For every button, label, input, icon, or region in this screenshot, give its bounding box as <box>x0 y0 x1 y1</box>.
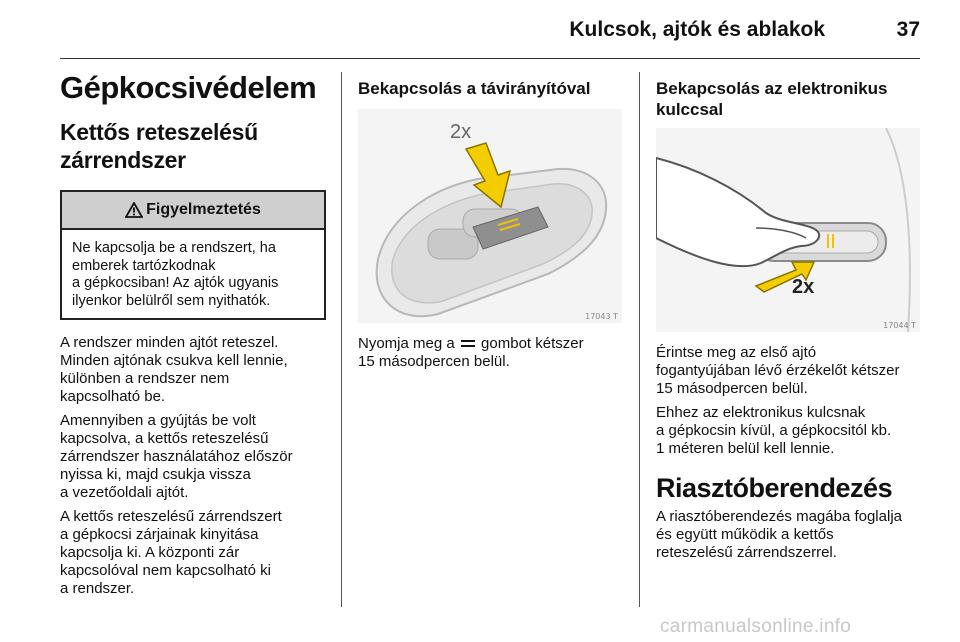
warning-line: Ne kapcsolja be a rendszert, ha <box>72 240 276 256</box>
paragraph: Érintse meg az első ajtó fogantyújában lévő érzékelőt kétszer 15 másodpercen belül. <box>656 344 900 397</box>
paragraph: Amennyiben a gyújtás be volt kapcsolva, a kettős reteszelésű zárrendszer használatához először nyissa ki, majd csukja vissza a vezetőoldali ajtót. <box>60 412 293 501</box>
section-heading: Bekapcsolás a távirányítóval <box>358 79 591 98</box>
warning-header <box>62 192 324 230</box>
site-watermark: carmanualsonline.info <box>660 616 852 637</box>
paragraph: A kettős reteszelésű zárrendszert a gépkocsi zárjainak kinyitása kapcsolja ki. A központi zár kapcsolóval nem kapcsolható ki a rendszer. <box>60 508 282 597</box>
paragraph: A rendszer minden ajtót reteszel. Minden ajtónak csukva kell lennie, különben a rendszer nem kapcsolható be. <box>60 334 288 405</box>
warning-line: emberek tartózkodnak <box>72 257 216 274</box>
column-left <box>60 70 326 604</box>
key-fob-drawing <box>358 109 622 323</box>
warning-line: a gépkocsiban! Az ajtók ugyanis <box>72 275 279 291</box>
figure-code: 17044 T <box>883 321 916 330</box>
warning-triangle-icon <box>125 202 143 218</box>
door-handle-illustration <box>656 128 920 332</box>
section-heading: Riasztóberendezés <box>656 473 893 503</box>
warning-box <box>60 190 326 320</box>
section-heading: Bekapcsolás az elektronikus kulccsal <box>656 79 888 119</box>
touch-count-label: 2x <box>792 276 815 298</box>
warning-title: Figyelmeztetés <box>146 201 261 218</box>
page-number: 37 <box>896 18 920 41</box>
column-right <box>656 70 922 568</box>
figure-caption: Nyomja meg a gombot kétszer 15 másodpercen belül. <box>358 335 584 370</box>
header-divider <box>60 58 920 59</box>
page-header <box>60 14 920 50</box>
body-text <box>60 334 326 598</box>
body-text <box>656 344 922 458</box>
paragraph: Ehhez az elektronikus kulcsnak a gépkocsin kívül, a gépkocsitól kb. 1 méteren belül kell lennie. <box>656 404 892 457</box>
chapter-title: Kulcsok, ajtók és ablakok <box>569 18 825 41</box>
press-count-label: 2x <box>450 121 472 143</box>
warning-line: ilyenkor belülről sem nyithatók. <box>72 292 271 309</box>
warning-text <box>62 230 324 318</box>
paragraph: A riasztóberendezés magába foglalja és együtt működik a kettős reteszelésű zárrendszerrel. <box>656 508 902 561</box>
figure-code: 17043 T <box>585 312 618 321</box>
section-heading: Gépkocsivédelem <box>60 70 317 105</box>
remote-key-illustration <box>358 109 622 323</box>
column-middle <box>358 70 624 377</box>
subsection-heading: Kettős reteszelésű zárrendszer <box>60 119 258 173</box>
lock-button-icon <box>461 339 475 349</box>
column-divider <box>639 72 640 607</box>
door-handle-drawing <box>656 128 920 332</box>
column-divider <box>341 72 342 607</box>
